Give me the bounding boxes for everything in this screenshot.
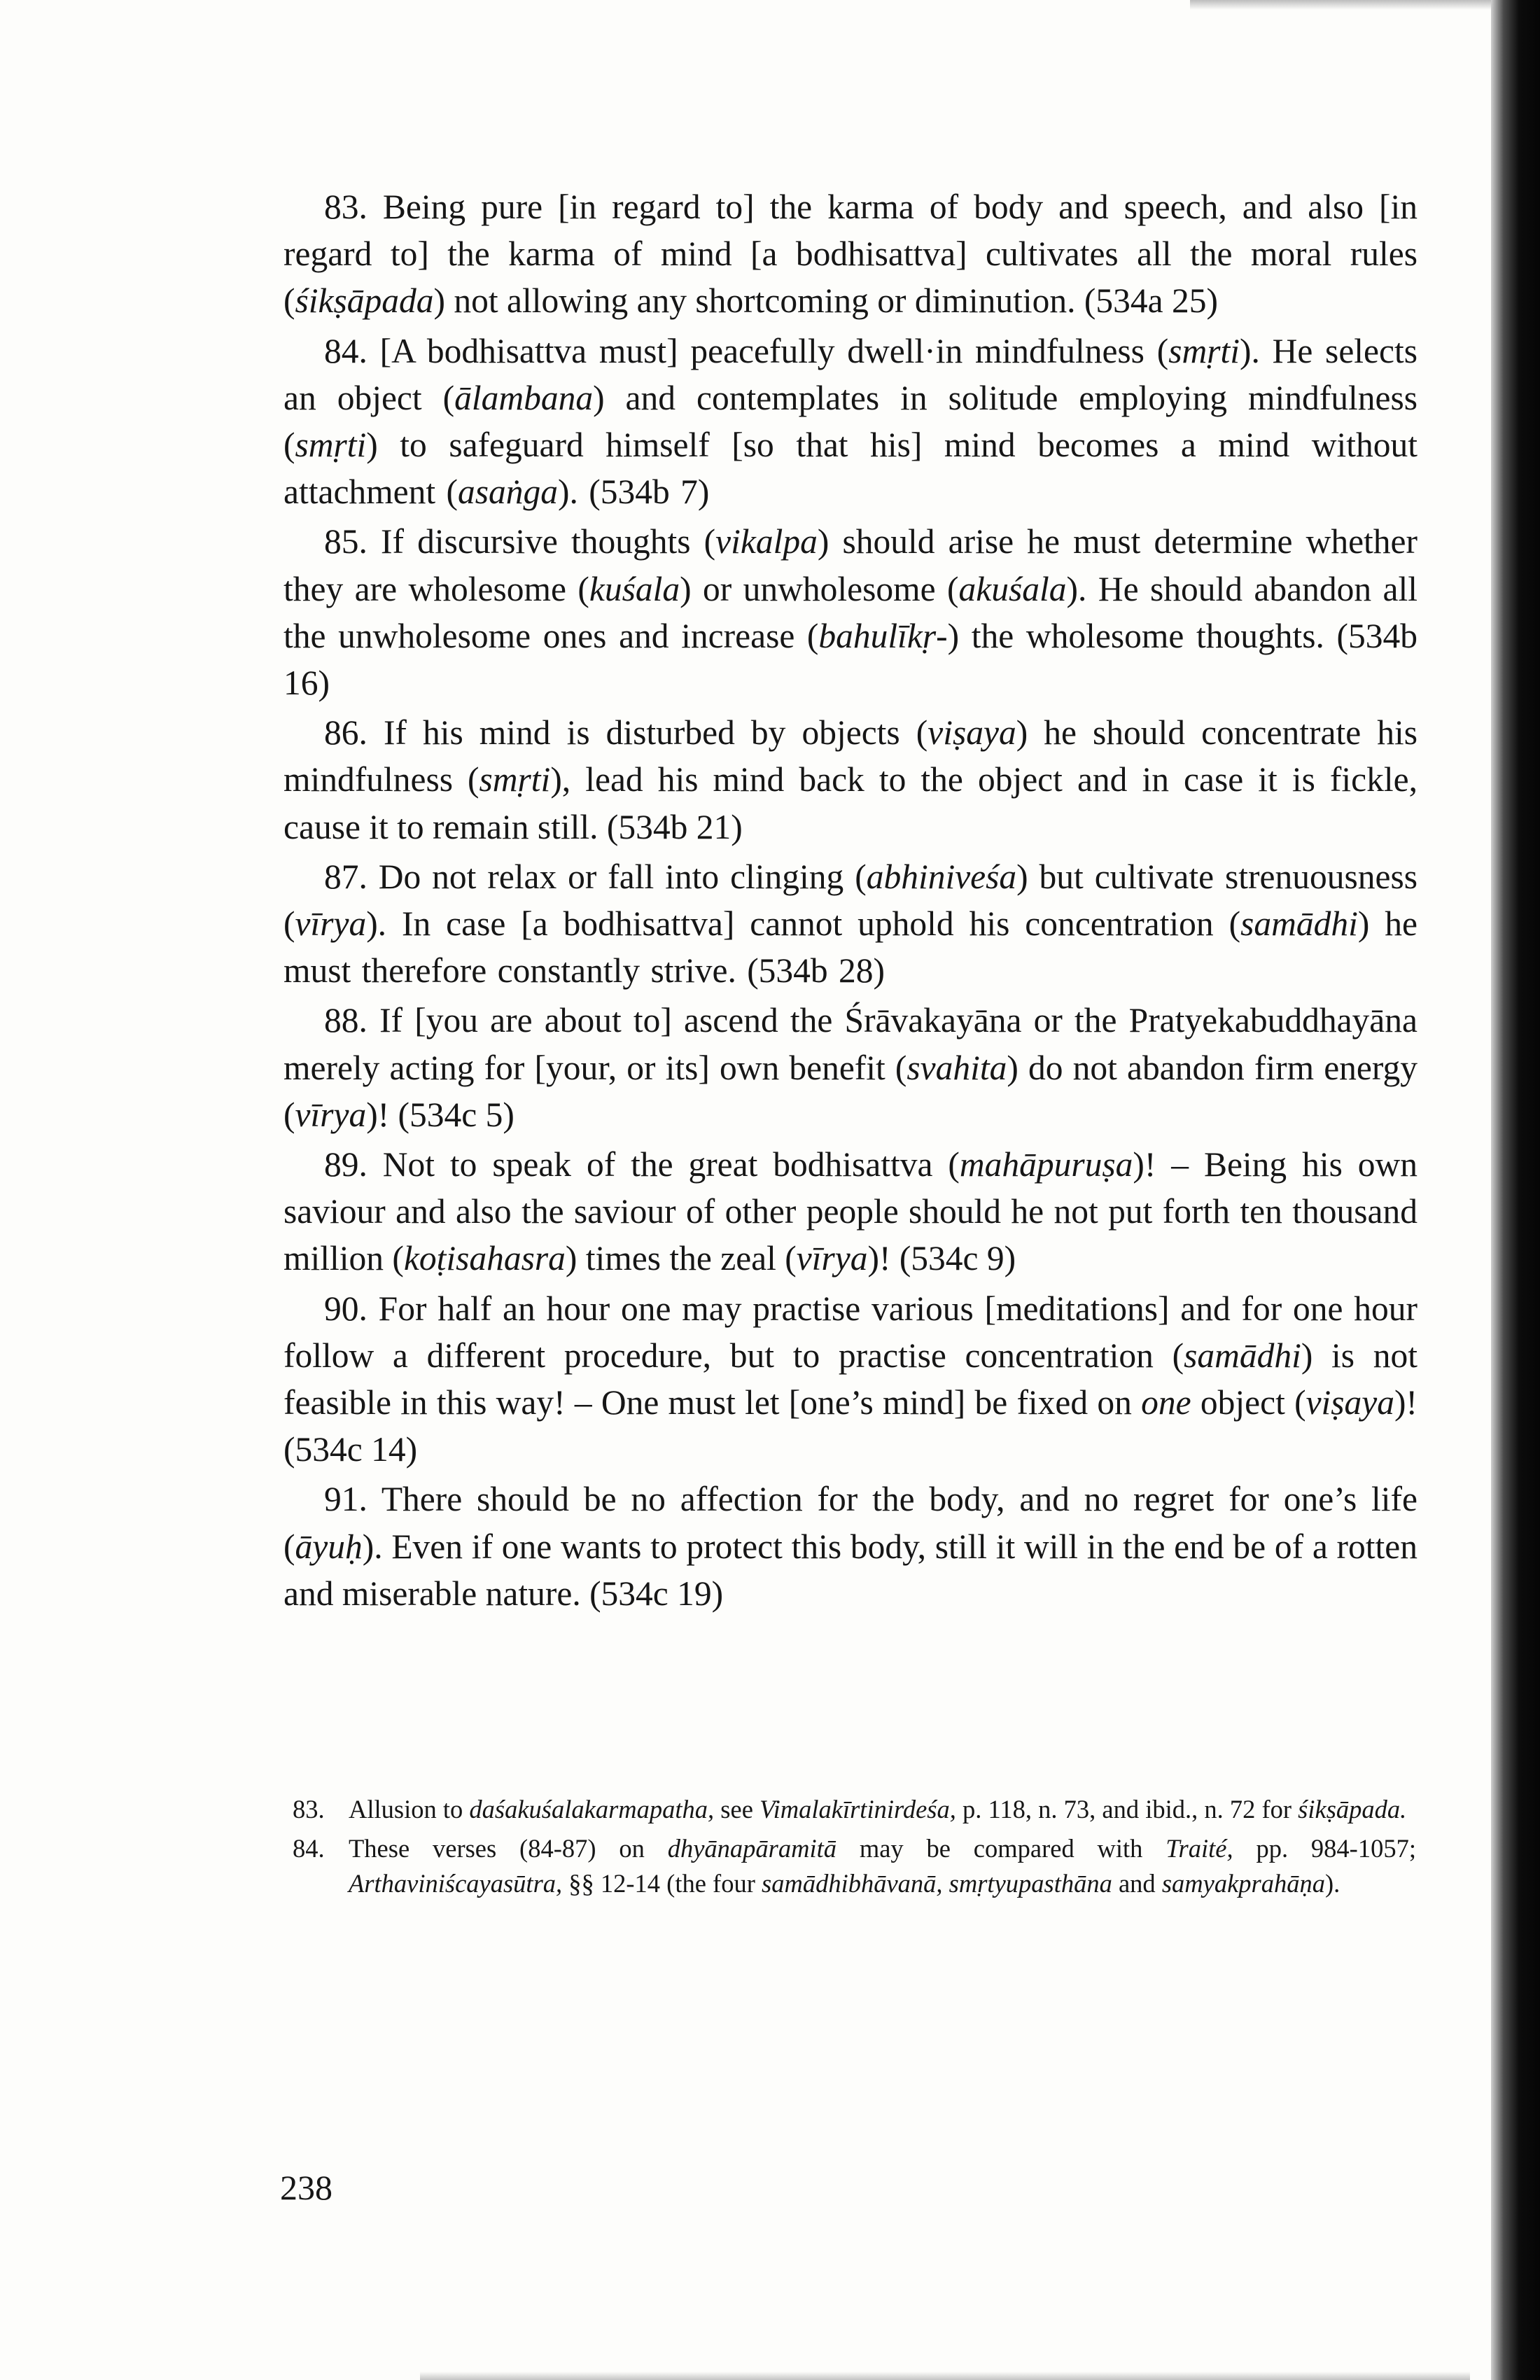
paragraph-87 [284,853,1418,995]
footnote-83 [293,1792,1416,1827]
paragraph-text: For half an hour one may practise various [meditations] and for one hour follow a different procedure, but to practise concentration (samādhi) is not feasible in this way! – One must let [one’s mind] be fixed on one object (viṣaya)! (534c 14) [284,1289,1418,1469]
page-number: 238 [280,2168,332,2207]
paragraph-number: 88. [324,1001,368,1040]
footnote-number: 84. [293,1834,325,1863]
paragraph-number: 85. [324,522,368,561]
main-text [284,183,1418,1617]
paragraph-text: [A bodhisattva must] peacefully dwell·in mindfulness (smṛti). He selects an object (ālambana) and contemplates in solitude employing mindfulness (smṛti) to safeguard himself [so that his] mind becomes a mind without attachment (asaṅga). (534b 7) [284,331,1418,512]
paragraph-number: 86. [324,713,368,752]
paragraph-text: Do not relax or fall into clinging (abhiniveśa) but cultivate strenuousness (vīrya). In case [a bodhisattva] cannot uphold his concentration (samādhi) he must therefore constantly strive. (534b 28) [284,857,1418,990]
paragraph-89 [284,1141,1418,1282]
paragraph-86 [284,709,1418,850]
paragraph-83 [284,183,1418,325]
paragraph-91 [284,1476,1418,1617]
paragraph-text: If discursive thoughts (vikalpa) should arise he must determine whether they are wholesome (kuśala) or unwholesome (akuśala). He should abandon all the unwholesome ones and increase (bahulīkṛ-) the wholesome thoughts. (534b 16) [284,522,1418,703]
footnotes [293,1792,1416,1901]
paragraph-text: Not to speak of the great bodhisattva (mahāpuruṣa)! – Being his own saviour and also the saviour of other people should he not put forth ten thousand million (koṭisahasra) times the zeal (vīrya)! (534c 9) [284,1145,1418,1278]
paragraph-90 [284,1285,1418,1474]
scan-bottom-shadow [420,2372,1470,2380]
paragraph-88 [284,997,1418,1138]
paragraph-text: If his mind is disturbed by objects (viṣaya) he should concentrate his mindfulness (smṛti), lead his mind back to the object and in case it is fickle, cause it to remain still. (534b 21) [284,713,1418,846]
paragraph-84 [284,328,1418,516]
paragraph-number: 83. [324,188,368,226]
scan-top-shadow [1190,0,1491,10]
paragraph-number: 90. [324,1289,368,1328]
paragraph-number: 87. [324,857,368,896]
paragraph-number: 89. [324,1145,368,1184]
footnote-number: 83. [293,1795,325,1823]
paragraph-number: 91. [324,1480,368,1519]
binding-edge [1491,0,1540,2380]
footnote-text: These verses (84-87) on dhyānapāramitā may be compared with Traité, pp. 984-1057; Arthaviniścayasūtra, §§ 12-14 (the four samādhibhāvanā, smṛtyupasthāna and samyakprahāṇa). [349,1834,1416,1898]
footnote-text: Allusion to daśakuśalakarmapatha, see Vimalakīrtinirdeśa, p. 118, n. 73, and ibid., n. 72 for śikṣāpada. [349,1795,1407,1823]
paragraph-number: 84. [324,331,368,370]
paragraph-text: There should be no affection for the body, and no regret for one’s life (āyuḥ). Even if one wants to protect this body, still it will in the end be of a rotten and miserable nature. (534c 19) [284,1480,1418,1613]
paragraph-85 [284,518,1418,706]
paragraph-text: If [you are about to] ascend the Śrāvakayāna or the Pratyekabuddhayāna merely acting for [your, or its] own benefit (svahita) do not abandon firm energy (vīrya)! (534c 5) [284,1001,1418,1134]
footnote-84 [293,1831,1416,1901]
paragraph-text: Being pure [in regard to] the karma of body and speech, and also [in regard to] the karma of mind [a bodhisattva] cultivates all the moral rules (śikṣāpada) not allowing any shortcoming or diminution. (534a 25) [284,188,1418,321]
